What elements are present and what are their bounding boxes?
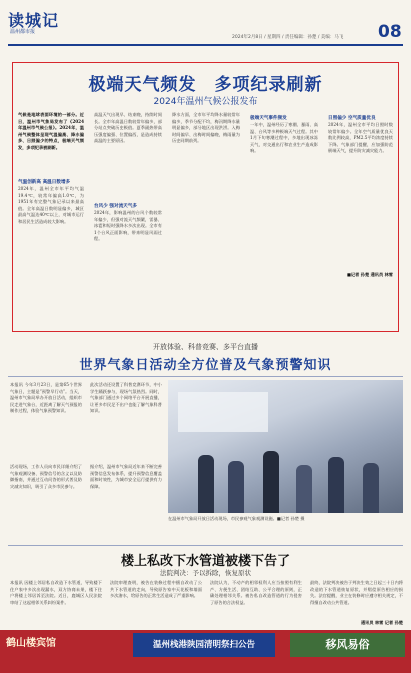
- article1-headline: 极端天气频发 多项纪录刷新: [88, 75, 323, 95]
- article2-headline: 世界气象日活动全方位普及气象预警知识: [79, 358, 332, 373]
- article1-col2: [94, 112, 162, 310]
- article1-col3: [172, 112, 240, 312]
- photo-figure: [228, 461, 244, 513]
- article3-col4-text: 最终，法院判决被告于判决生效之日起三十日内将改造的下水管道恢复原状，并赔偿原告相应的损失。法官提醒，业主在装修时应遵守相关规定，不得擅自改动公共管道。: [310, 580, 403, 605]
- article3-col3: 法院认为，不动产的相邻权利人应当按照有利生产、方便生活、团结互助、公平合理的原则，正确处理相邻关系。被告私自改造管道的行为侵害了原告的合法权益。: [210, 580, 302, 605]
- photo-figure: [363, 463, 379, 513]
- article3-headline: 楼上私改下水管道被楼下告了: [120, 554, 290, 569]
- article3-byline: 通讯员 林雪 记者 孙楚: [360, 620, 403, 625]
- photo-figure: [328, 457, 344, 513]
- article1-col4: [250, 112, 318, 312]
- article1-col1-subhead: 气温创新高 高温日数增多: [18, 180, 71, 185]
- article1-byline: ■记者 孙楚 通讯员 林雪: [346, 272, 393, 277]
- article3-subheadline: 法院判决：予以拆除，恢复原状: [160, 569, 251, 577]
- article1-subheadline: 2024年温州气候公报发布: [153, 97, 258, 107]
- article1-col2-text: 高温天气出现早、结束晚，持续时间长。全市年高温日数较常年偏多，部分站点突破历史极值。夏季副热带高压强度偏强、位置偏西，是造成持续高温的主要原因。: [94, 112, 162, 144]
- article3-body: [10, 580, 403, 628]
- article2-kicker: 开放体验、科普竞赛、多平台直播: [153, 343, 258, 351]
- photo-caption: 在温州市气象局开放日活动现场，市民参观气象观测设施。■记者 孙楚 摄: [168, 516, 305, 521]
- header-rule: [8, 44, 403, 46]
- article3-col2: 法院审理查明，被告在装修过程中擅自改动了公共下水管道的走向，导致原告家中天花板和墙面多次渗水，给原告的正常生活造成了严重影响。: [110, 580, 202, 599]
- ad-custom-reform: 移风易俗: [290, 633, 405, 657]
- article2-rule: [8, 376, 403, 377]
- article2-col2-text2: 据介绍，温州市气象局近年来不断完善预警信息发布体系，提升预警信息覆盖面和时效性，为城市安全运行提供有力保障。: [90, 464, 162, 489]
- article1-col1: [18, 112, 84, 306]
- article2-col1-text: 本报讯 今年3月23日，是第65个世界气象日，主题是“预警早行动”。当天，温州市气象局举办开放日活动，组织市民走进气象台，近距离了解天气预报的制作过程，体验气象预警知识。: [10, 382, 82, 414]
- issue-info: 2024年2月8日 / 星期四 / 责任编辑：孙楚 / 美编：马飞: [232, 35, 344, 40]
- article3-col1: 本报讯 因楼上邻居私自改造下水管道，导致楼下住户家中多次出现漏水，双方协商未果，楼下住户将楼上邻居诉至法院。近日，鹿城区人民法院审结了这起相邻关系纠纷案件。: [10, 580, 102, 605]
- event-photo: [168, 380, 403, 513]
- article2-col1-text2: 活动现场，工作人员向市民详细介绍了气象观测设备、预警信号的含义以及防御指南，并通过互动问答的形式普及防灾减灾知识，吸引了众多市民参与。: [10, 464, 82, 489]
- article2-col2-text: 此次活动还设置了科普竞赛环节，中小学生踊跃参与，现场气氛热烈。同时，气象部门通过多个网络平台开展直播，让更多市民足不出户也能了解气象科普知识。: [90, 382, 162, 414]
- ad-hotel: 鹤山楼宾馆: [6, 638, 56, 649]
- article1-col3-text: 降水方面，全市年平均降水量较常年偏多，季节分配不均，梅汛期降水量明显偏多，部分地区出现洪涝。入梅时间偏早、出梅时间偏晚，梅雨量为历史同期前列。: [172, 112, 240, 144]
- article1-col2-text2: 2024年，影响温州的台风个数较常年偏少，但强对流天气频繁，雷暴、冰雹和短时强降水多次出现。全市有1个台风正面影响，带来明显风雨过程。: [94, 210, 162, 242]
- article1-col4-text: 一年中，温州经历了寒潮、暴雨、高温、台风等多种极端天气过程。其中1月下旬寒潮过程中，多地出现冰冻天气，对交通出行和农业生产造成影响。: [250, 122, 318, 154]
- article3-rule: [8, 545, 403, 546]
- article1-col2-subhead: 台风少 强对流天气多: [94, 204, 137, 209]
- photo-figure: [198, 455, 214, 513]
- paper-name: 温州都市报: [10, 29, 36, 35]
- page-number: 08: [378, 22, 402, 42]
- photo-figure: [296, 465, 312, 513]
- article2-col2: [90, 382, 162, 536]
- article1-lead: 气候是地球表面环境的一部分。近日，温州市气象局发布了《2024年温州市气候公报》。2024年，温州气候整体呈现气温偏高、降水偏多、日照偏少的特点，极端天气频发，多项纪录被刷新。: [18, 112, 84, 150]
- ad-cemetery-notice: 温州栈港陕园清明祭扫公告: [133, 633, 275, 657]
- article2-body: [10, 382, 162, 540]
- article1-col1-text: 2024年，温州全市年平均气温19.4℃，较常年偏高1.0℃，为1951年有完整气象记录以来最高值。全年高温日数明显偏多，城区最高气温达40℃以上，对城市运行和居民生活造成较大影响。: [18, 186, 84, 224]
- article2-col1: [10, 382, 82, 536]
- photo-figure: [263, 451, 279, 513]
- article3-col4: [310, 580, 403, 628]
- photo-display-screen: [178, 392, 268, 432]
- masthead: [0, 0, 411, 46]
- article1-col5-text: 2024年，温州全市平均日照时数较常年偏少。全年空气质量优良天数比例较高，PM2.5平均浓度持续下降。气象部门提醒，应加强防范极端天气，提升防灾减灾能力。: [328, 122, 393, 154]
- section-title: 读城记: [8, 11, 60, 30]
- article1-col5: [328, 112, 393, 279]
- article1-body: [18, 112, 393, 326]
- article1-col4-subhead: 极端天气事件频发: [250, 116, 287, 121]
- article1-col5-subhead: 日照偏少 空气质量优良: [328, 116, 376, 121]
